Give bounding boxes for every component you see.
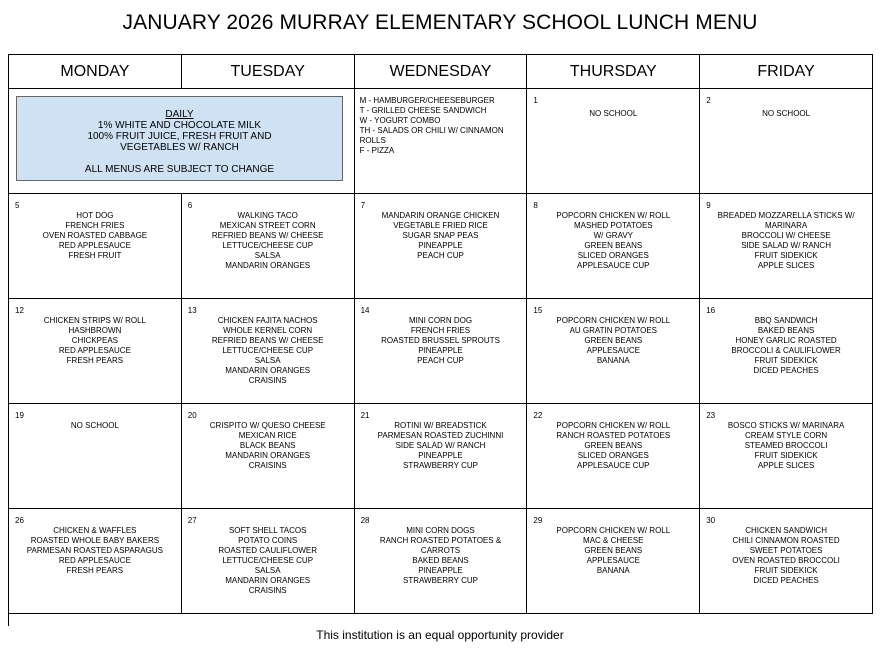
menu-items [12, 211, 178, 261]
menu-item: MEXICAN STREET CORN [219, 221, 316, 230]
menu-items [358, 421, 524, 471]
menu-item: SLICED ORANGES [577, 251, 649, 260]
menu-item: NO SCHOOL [762, 109, 811, 118]
day-cell [700, 194, 873, 298]
menu-item: MAC & CHEESE [583, 536, 644, 545]
menu-item: W/ GRAVY [593, 231, 633, 240]
menu-item: PEACH CUP [417, 251, 464, 260]
day-number: 26 [15, 516, 24, 525]
menu-item: PARMESAN ROASTED ASPARAGUS [26, 546, 163, 555]
menu-item: VEGETABLE FRIED RICE [393, 221, 488, 230]
menu-item: CRAISINS [248, 461, 287, 470]
day-number: 1 [533, 96, 538, 105]
week-row-1 [9, 89, 873, 194]
menu-item: LETTUCE/CHEESE CUP [222, 346, 314, 355]
menu-item: CHICKEN FAJITA NACHOS [217, 316, 318, 325]
menu-item: LETTUCE/CHEESE CUP [222, 556, 314, 565]
menu-item: DICED PEACHES [753, 576, 819, 585]
daily-heading: DAILY [165, 109, 194, 120]
menu-items [358, 211, 524, 261]
menu-items [530, 211, 696, 271]
legend-item: W - YOGURT COMBO [359, 116, 441, 125]
day-cell [9, 194, 182, 298]
day-number: 19 [15, 411, 24, 420]
menu-item: BLACK BEANS [239, 441, 296, 450]
day-cell [9, 404, 182, 508]
menu-item: RED APPLESAUCE [58, 241, 131, 250]
day-number: 30 [706, 516, 716, 525]
menu-item: APPLESAUCE [586, 346, 640, 355]
menu-item: PARMESAN ROASTED ZUCHINNI [377, 431, 504, 440]
menu-item: POPCORN CHICKEN W/ ROLL [556, 316, 671, 325]
menu-item: CHICKEN SANDWICH [745, 526, 827, 535]
menu-item: PEACH CUP [417, 356, 464, 365]
menu-item: RANCH ROASTED POTATOES [556, 431, 671, 440]
menu-item: BOSCO STICKS W/ MARINARA [727, 421, 845, 430]
menu-item: ROASTED BRUSSEL SPROUTS [381, 336, 500, 345]
menu-item: BROCCOLI W/ CHEESE [741, 231, 831, 240]
daily-cell [9, 89, 355, 193]
day-cell [182, 404, 355, 508]
menu-item: BAKED BEANS [412, 556, 469, 565]
menu-item: FRUIT SIDEKICK [754, 356, 818, 365]
menu-item: PINEAPPLE [418, 451, 463, 460]
menu-item: SUGAR SNAP PEAS [402, 231, 479, 240]
menu-item: MANDARIN ORANGES [225, 261, 311, 270]
menu-item: APPLESAUCE CUP [577, 461, 650, 470]
menu-item: MANDARIN ORANGES [225, 576, 311, 585]
menu-item: GREEN BEANS [584, 241, 643, 250]
day-number: 16 [706, 306, 716, 315]
menu-item: PINEAPPLE [418, 566, 463, 575]
menu-item: MANDARIN ORANGES [225, 451, 311, 460]
menu-item: FRENCH FRIES [410, 326, 471, 335]
day-number: 14 [360, 306, 370, 315]
menu-item: BROCCOLI & CAULIFLOWER [731, 346, 841, 355]
menu-item: FRENCH FRIES [65, 221, 125, 230]
menu-item: CREAM STYLE CORN [744, 431, 828, 440]
menu-item: GREEN BEANS [584, 336, 643, 345]
day-cell [527, 404, 700, 508]
legend-cell [355, 89, 528, 193]
day-number: 23 [706, 411, 716, 420]
menu-item: REFRIED BEANS W/ CHEESE [211, 336, 324, 345]
day-number: 9 [706, 201, 711, 210]
menu-item: APPLESAUCE CUP [577, 261, 650, 270]
menu-item: BANANA [596, 566, 630, 575]
day-header-wednesday: WEDNESDAY [355, 55, 528, 88]
day-number: 8 [533, 201, 538, 210]
menu-item: BBQ SANDWICH [754, 316, 818, 325]
menu-item: POPCORN CHICKEN W/ ROLL [556, 211, 671, 220]
menu-item: ROTINI W/ BREADSTICK [394, 421, 487, 430]
day-cell [700, 299, 873, 403]
day-number: 28 [360, 516, 370, 525]
menu-items [185, 211, 351, 271]
menu-item: BAKED BEANS [757, 326, 815, 335]
menu-items [12, 316, 178, 366]
day-number: 29 [533, 516, 543, 525]
menu-item: STRAWBERRY CUP [403, 461, 478, 470]
menu-item: OVEN ROASTED CABBAGE [42, 231, 148, 240]
day-cell [700, 509, 873, 613]
menu-item: SALSA [254, 251, 281, 260]
day-number: 15 [533, 306, 543, 315]
menu-item: NO SCHOOL [70, 421, 119, 430]
menu-item: GREEN BEANS [584, 441, 643, 450]
menu-item: RANCH ROASTED POTATOES & [379, 536, 502, 545]
daily-line: 100% FRUIT JUICE, FRESH FRUIT AND [87, 131, 272, 142]
day-cell [527, 89, 700, 193]
legend-item: M - HAMBURGER/CHEESEBURGER [359, 96, 495, 105]
week-row-4 [9, 404, 873, 509]
menu-item: LETTUCE/CHEESE CUP [222, 241, 314, 250]
day-number: 6 [187, 201, 193, 210]
menu-item: HASHBROWN [68, 326, 122, 335]
menu-item: POPCORN CHICKEN W/ ROLL [556, 526, 671, 535]
menu-items [703, 316, 869, 376]
menu-item: WALKING TACO [237, 211, 298, 220]
day-number: 21 [360, 411, 370, 420]
menu-item: FRESH PEARS [66, 356, 124, 365]
menu-item: ROASTED WHOLE BABY BAKERS [30, 536, 160, 545]
menu-item: STRAWBERRY CUP [403, 576, 478, 585]
menu-items [530, 316, 696, 366]
menu-item: BANANA [596, 356, 630, 365]
menu-item: FRUIT SIDEKICK [754, 451, 818, 460]
day-cell [355, 509, 528, 613]
day-number: 12 [15, 306, 24, 315]
menu-item: CRAISINS [248, 376, 287, 385]
day-header-tuesday: TUESDAY [182, 55, 355, 88]
daily-line: 1% WHITE AND CHOCOLATE MILK [97, 120, 262, 131]
menu-calendar [8, 54, 873, 626]
day-header-thursday: THURSDAY [527, 55, 700, 88]
menu-item: APPLE SLICES [757, 261, 815, 270]
menu-items [703, 526, 869, 586]
day-cell [182, 509, 355, 613]
day-cell [355, 404, 528, 508]
day-cell [527, 299, 700, 403]
day-cell [355, 194, 528, 298]
menu-item: SLICED ORANGES [577, 451, 649, 460]
menu-item: DICED PEACHES [753, 366, 819, 375]
day-cell [182, 194, 355, 298]
footer-statement: This institution is an equal opportunity provider [316, 628, 564, 642]
legend-item: F - PIZZA [359, 146, 395, 155]
menu-items [703, 421, 869, 471]
menu-items [703, 211, 869, 271]
menu-items [12, 421, 178, 431]
day-number: 13 [187, 306, 197, 315]
menu-items [358, 316, 524, 366]
menu-item: FRESH PEARS [66, 566, 124, 575]
day-cell [700, 404, 873, 508]
day-number: 20 [187, 411, 197, 420]
day-number: 5 [15, 201, 20, 210]
menu-item: POPCORN CHICKEN W/ ROLL [556, 421, 671, 430]
menu-item: MANDARIN ORANGE CHICKEN [381, 211, 500, 220]
menu-item: HONEY GARLIC ROASTED [735, 336, 837, 345]
weekly-entree-legend [360, 96, 523, 156]
menu-item: CRAISINS [248, 586, 287, 595]
menu-item: MINI CORN DOG [408, 316, 473, 325]
menu-item: CHICKPEAS [71, 336, 119, 345]
menu-item: FRUIT SIDEKICK [754, 251, 818, 260]
day-cell [527, 194, 700, 298]
menu-item: SALSA [254, 566, 281, 575]
menu-items [12, 526, 178, 576]
menu-item: BREADED MOZZARELLA STICKS W/ [717, 211, 855, 220]
menu-item: NO SCHOOL [589, 109, 638, 118]
week-row-5 [9, 509, 873, 614]
menu-item: MASHED POTATOES [573, 221, 653, 230]
menu-item: RED APPLESAUCE [58, 346, 131, 355]
menu-item: RED APPLESAUCE [58, 556, 131, 565]
day-number: 7 [360, 201, 366, 210]
menu-item: FRESH FRUIT [68, 251, 122, 260]
menu-item: MINI CORN DOGS [406, 526, 475, 535]
menu-item: AU GRATIN POTATOES [569, 326, 657, 335]
daily-info-box [16, 96, 343, 181]
menu-item: MEXICAN RICE [238, 431, 297, 440]
menu-item: POTATO COINS [238, 536, 298, 545]
menu-item: STEAMED BROCCOLI [744, 441, 828, 450]
day-number: 27 [187, 516, 197, 525]
menu-item: APPLESAUCE [586, 556, 640, 565]
day-cell [700, 89, 873, 193]
legend-item: TH - SALADS OR CHILI W/ CINNAMON ROLLS [359, 126, 504, 145]
week-row-3 [9, 299, 873, 404]
menu-items [185, 526, 351, 596]
menu-item: SWEET POTATOES [749, 546, 823, 555]
menu-item: OVEN ROASTED BROCCOLI [732, 556, 840, 565]
menu-item: HOT DOG [76, 211, 114, 220]
menu-item: ROASTED CAULIFLOWER [218, 546, 318, 555]
day-number: 2 [706, 96, 711, 105]
menu-item: REFRIED BEANS W/ CHEESE [211, 231, 324, 240]
menu-item: MANDARIN ORANGES [225, 366, 311, 375]
day-cell [9, 299, 182, 403]
menu-items [185, 421, 351, 471]
menu-item: APPLE SLICES [757, 461, 815, 470]
menu-item: CRISPITO W/ QUESO CHEESE [209, 421, 326, 430]
day-header-row [9, 55, 873, 89]
menu-item: CHICKEN STRIPS W/ ROLL [43, 316, 147, 325]
menu-item: SIDE SALAD W/ RANCH [741, 241, 831, 250]
menu-item: PINEAPPLE [418, 346, 463, 355]
day-header-friday: FRIDAY [700, 55, 873, 88]
menu-item: WHOLE KERNEL CORN [223, 326, 313, 335]
menu-item: CHICKEN & WAFFLES [53, 526, 137, 535]
menu-items [185, 316, 351, 386]
day-header-monday: MONDAY [9, 55, 182, 88]
menu-item: CARROTS [420, 546, 461, 555]
day-number: 22 [533, 411, 543, 420]
menu-item: SIDE SALAD W/ RANCH [395, 441, 486, 450]
menu-item: PINEAPPLE [418, 241, 463, 250]
menu-item: CHILI CINNAMON ROASTED [732, 536, 840, 545]
day-cell [527, 509, 700, 613]
menu-items [530, 526, 696, 576]
menu-items [530, 421, 696, 471]
menu-items [358, 526, 524, 586]
daily-line: VEGETABLES W/ RANCH [120, 142, 239, 153]
legend-item: T - GRILLED CHEESE SANDWICH [359, 106, 487, 115]
menu-item: SALSA [254, 356, 281, 365]
day-cell [9, 509, 182, 613]
menu-item: FRUIT SIDEKICK [754, 566, 818, 575]
page-title: JANUARY 2026 MURRAY ELEMENTARY SCHOOL LUNCH MENU [122, 11, 758, 34]
menu-item: GREEN BEANS [584, 546, 643, 555]
day-cell [355, 299, 528, 403]
daily-note: ALL MENUS ARE SUBJECT TO CHANGE [84, 164, 275, 175]
menu-item: SOFT SHELL TACOS [228, 526, 307, 535]
menu-item: MARINARA [764, 221, 808, 230]
day-cell [182, 299, 355, 403]
week-row-2 [9, 194, 873, 299]
